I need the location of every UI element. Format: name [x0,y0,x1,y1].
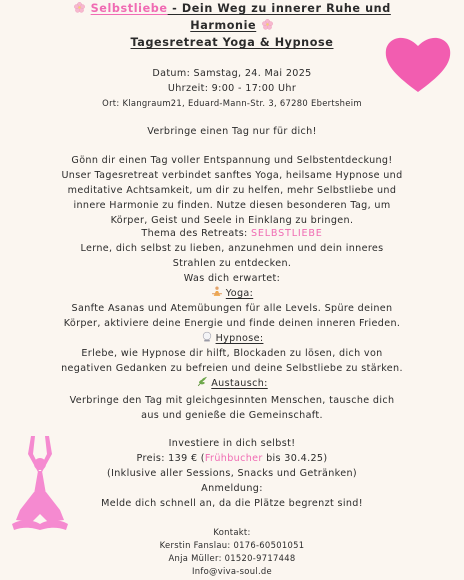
meditating-person-icon [8,434,72,534]
title-harmonie: Harmonie [190,19,257,32]
austausch-line-1: Verbringe den Tag mit gleichgesinnten Menschen, tausche dich [69,395,395,406]
contact-label: Kontakt: [213,527,251,537]
intro-line-4: innere Harmonie zu finden. Nutze diesen besonderen Tag, um [73,200,391,211]
theme-label: Thema des Retreats: [141,228,252,239]
contact-email: Info@viva-soul.de [192,566,272,576]
yoga-line-2: Körper, aktiviere deine Energie und finde deinen inneren Frieden. [63,318,401,329]
cherry-blossom-icon [73,2,86,13]
event-date: Datum: Samstag, 24. Mai 2025 [152,68,312,79]
theme-desc-2: Strahlen zu entdecken. [172,258,292,269]
hypnose-line-2: negativen Gedanken zu befreien und deine Selbstliebe zu stärken. [61,363,403,374]
yoga-title: Yoga: [225,288,254,299]
theme-line [0,226,464,242]
anmeldung-label: Anmeldung: [201,483,263,494]
price-prefix: Preis: 139 € ( [136,453,205,464]
intro-headline: Verbringe einen Tag nur für dich! [147,126,317,137]
intro-line-3: meditative Achtsamkeit, um dir zu helfen, mehr Selbstliebe und [67,185,397,196]
contact-anja: Anja Müller: 01520-9717448 [168,553,296,563]
austausch-heading [0,376,464,392]
anmeldung-text: Melde dich schnell an, da die Plätze begrenzt sind! [101,498,363,509]
contact-kerstin: Kerstin Fanslau: 0176-60501051 [159,540,305,550]
intro-line-5: Körper, Geist und Seele in Einklang zu bringen. [110,215,354,226]
title-rest: - Dein Weg zu innerer Ruhe und [167,2,391,15]
hypnose-title: Hypnose: [215,333,264,344]
austausch-line-2: aus und genieße die Gemeinschaft. [141,410,323,421]
herb-icon [196,376,208,387]
event-time: Uhrzeit: 9:00 - 17:00 Uhr [167,83,297,94]
hypnose-heading [0,331,464,347]
theme-value: SELBSTLIEBE [251,228,323,239]
austausch-title: Austausch: [211,378,268,389]
hypnose-line-1: Erlebe, wie Hypnose dir hilft, Blockaden zu lösen, dich von [81,348,383,359]
title-selbstliebe: Selbstliebe [90,2,168,15]
price-inclusive: (Inklusive aller Sessions, Snacks und Getränken) [106,468,358,479]
intro-line-2: Unser Tagesretreat verbindet sanftes Yoga, heilsame Hypnose und [61,170,403,181]
crystal-ball-icon [201,331,213,342]
price-early-bird: Frühbucher [204,453,263,464]
expect-heading: Was dich erwartet: [183,273,281,284]
cherry-blossom-icon [261,19,274,30]
title-line-1 [0,0,464,17]
price-suffix: bis 30.4.25) [262,453,328,464]
subtitle-text: Tagesretreat Yoga & Hypnose [130,36,334,49]
yoga-heading [0,286,464,302]
yoga-icon [211,286,223,297]
title-line-2 [0,17,464,34]
intro-line-1: Gönn dir einen Tag voller Entspannung und Selbstentdeckung! [71,155,393,166]
event-location: Ort: Klangraum21, Eduard-Mann-Str. 3, 67280 Ebertsheim [102,98,362,108]
theme-desc-1: Lerne, dich selbst zu lieben, anzunehmen und dein inneres [80,243,384,254]
yoga-line-1: Sanfte Asanas und Atemübungen für alle Levels. Spüre deinen [71,303,393,314]
invest-text: Investiere in dich selbst! [168,438,296,449]
